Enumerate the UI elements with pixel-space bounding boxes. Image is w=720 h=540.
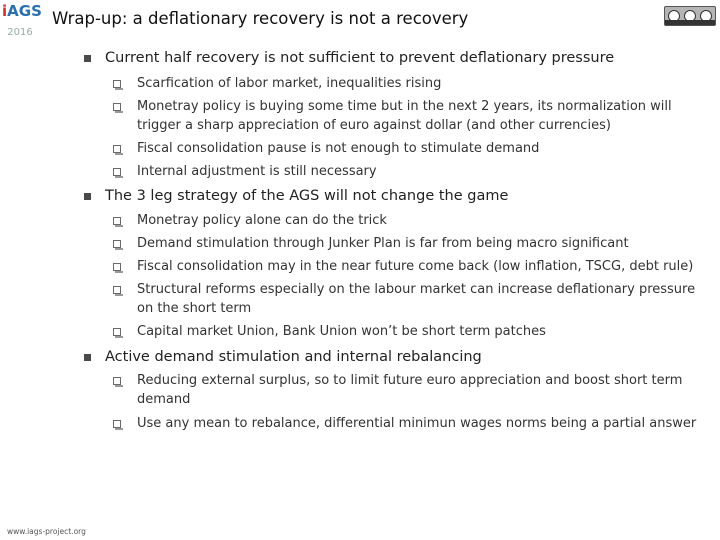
iags-logo	[2, 2, 42, 39]
logo-year: 2016	[7, 27, 33, 38]
section-heading: Current half recovery is not sufficient to prevent deflationary pressure	[105, 50, 615, 66]
list-item-line: Internal adjustment is still necessary	[137, 164, 377, 179]
logo-wordmark	[2, 2, 42, 20]
section-bullet-icon	[84, 193, 91, 200]
list-item-line: Demand stimulation through Junker Plan is far from being macro significant	[137, 236, 629, 251]
checkbox-bullet-icon	[113, 286, 121, 294]
checkbox-bullet-icon	[113, 328, 121, 336]
checkbox-bullet-icon	[113, 145, 121, 153]
checkbox-bullet-icon	[113, 240, 121, 248]
list-item-line: Monetray policy is buying some time but in the next 2 years, its normalization will	[137, 99, 672, 114]
list-item-line: Monetray policy alone can do the trick	[137, 213, 387, 228]
list-item-line: Scarfication of labor market, inequalities rising	[137, 76, 442, 91]
list-item-line: trigger a sharp appreciation of euro against dollar (and other currencies)	[137, 118, 611, 133]
checkbox-bullet-icon	[113, 420, 121, 428]
list-item-line: Fiscal consolidation may in the near future come back (low inflation, TSCG, debt rule)	[137, 259, 694, 274]
section-bullet-icon	[84, 55, 91, 62]
list-item-line: Fiscal consolidation pause is not enough to stimulate demand	[137, 141, 540, 156]
list-item-line: demand	[137, 392, 191, 407]
list-item-line: Capital market Union, Bank Union won’t be short term patches	[137, 324, 546, 339]
slide-title: Wrap-up: a deflationary recovery is not a recovery	[52, 9, 469, 28]
cc-label-bar	[665, 20, 715, 25]
checkbox-bullet-icon	[113, 168, 121, 176]
checkbox-bullet-icon	[113, 217, 121, 225]
checkbox-bullet-icon	[113, 103, 121, 111]
list-item-line: on the short term	[137, 301, 252, 316]
checkbox-bullet-icon	[113, 80, 121, 88]
logo-main: AGS	[7, 2, 42, 20]
list-item-line: Structural reforms especially on the labour market can increase deflationary pressure	[137, 282, 696, 297]
list-item-line: Use any mean to rebalance, differential minimun wages norms being a partial answer	[137, 416, 697, 431]
checkbox-bullet-icon	[113, 263, 121, 271]
section-heading: Active demand stimulation and internal rebalancing	[105, 349, 482, 365]
creative-commons-by-nc-sa-icon	[664, 6, 716, 26]
list-item-line: Reducing external surplus, so to limit future euro appreciation and boost short term	[137, 373, 683, 388]
footer-url: www.iags-project.org	[7, 527, 86, 536]
logo-prefix: i	[2, 2, 8, 20]
checkbox-bullet-icon	[113, 377, 121, 385]
section-heading: The 3 leg strategy of the AGS will not change the game	[105, 188, 509, 204]
section-bullet-icon	[84, 354, 91, 361]
